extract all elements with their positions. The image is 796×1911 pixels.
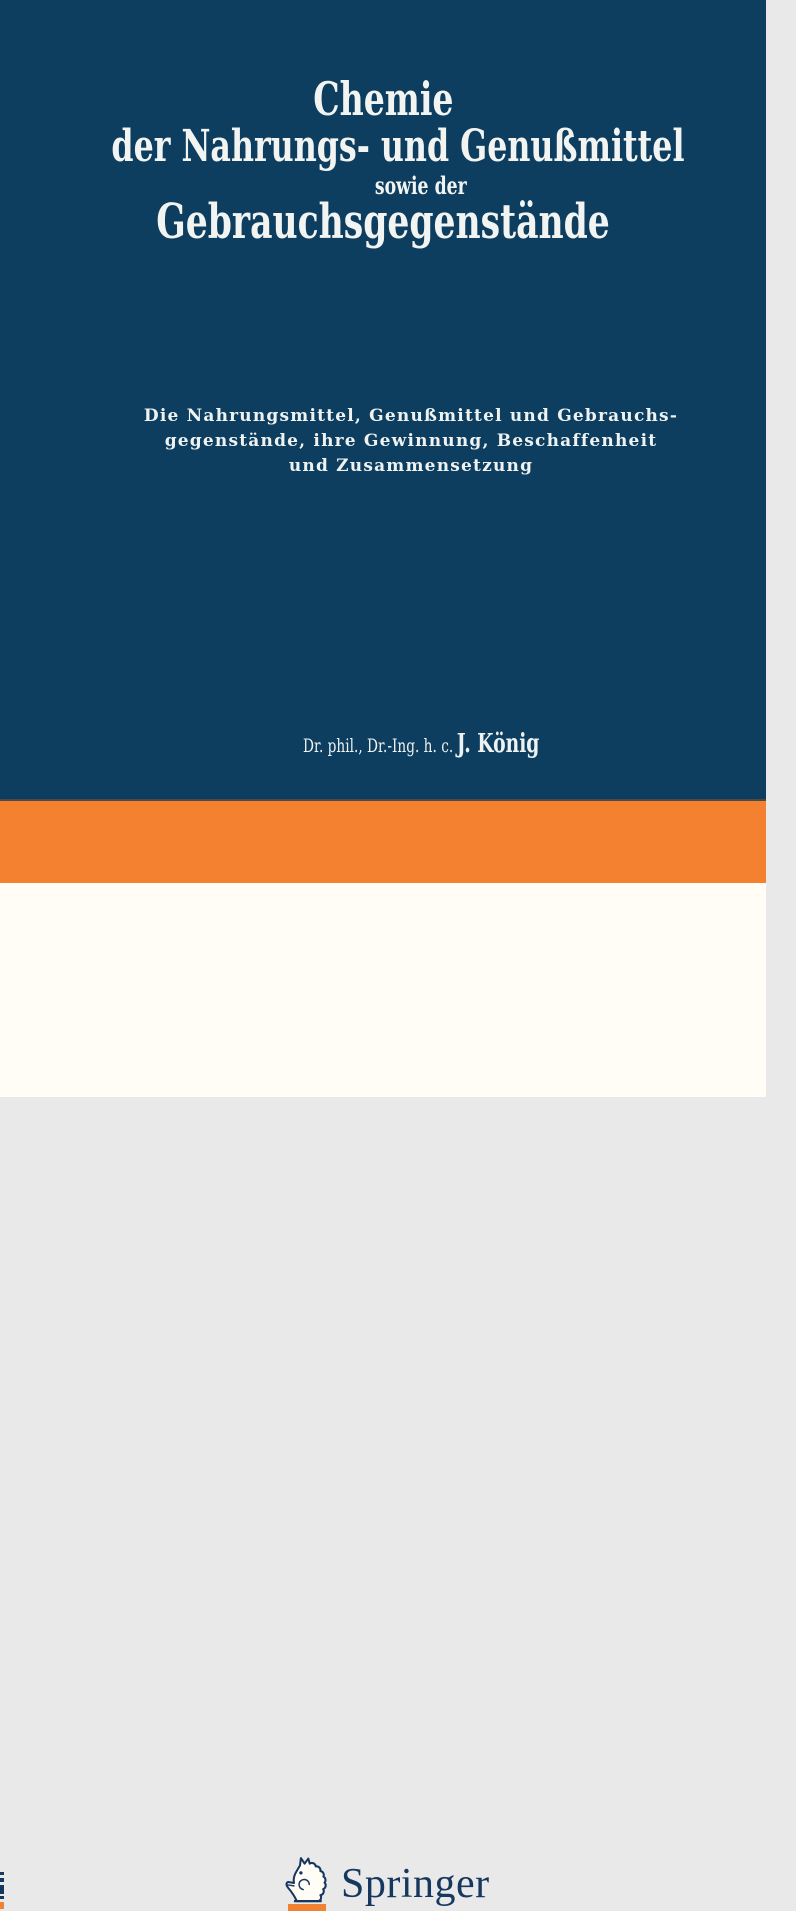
subtitle-line-2: gegenstände, ihre Gewinnung, Beschaffenheit	[164, 431, 658, 451]
clipped-edge-orange-fragment	[0, 1902, 4, 1909]
publisher-panel	[0, 883, 766, 1907]
author-name: J. König	[456, 729, 540, 759]
title-line-3-text: sowie der	[375, 171, 467, 200]
publisher-wordmark: Springer	[341, 1861, 490, 1907]
title-line-1	[0, 74, 766, 124]
author-line	[0, 727, 766, 764]
book-title	[0, 72, 766, 250]
subtitle-line-3: und Zusammensetzung	[288, 456, 534, 476]
title-line-1-text: Chemie	[312, 72, 454, 126]
title-line-4	[0, 194, 766, 250]
title-line-2	[0, 121, 766, 172]
orange-stripe	[0, 799, 766, 883]
springer-horse-icon	[283, 1853, 329, 1903]
author-degrees: Dr. phil., Dr.-Ing. h. c.	[302, 735, 454, 757]
clipped-edge-logo-fragment	[0, 1872, 4, 1899]
author-line-text	[303, 727, 539, 764]
title-line-4-text: Gebrauchsgegenstände	[156, 194, 610, 250]
cover-top-panel	[0, 0, 766, 801]
title-line-2-text: der Nahrungs- und Genußmittel	[111, 121, 685, 172]
book-subtitle	[0, 404, 766, 479]
subtitle-line-1: Die Nahrungsmittel, Genußmittel und Gebrauchs-	[143, 406, 679, 426]
logo-underline-bar	[288, 1904, 326, 1911]
